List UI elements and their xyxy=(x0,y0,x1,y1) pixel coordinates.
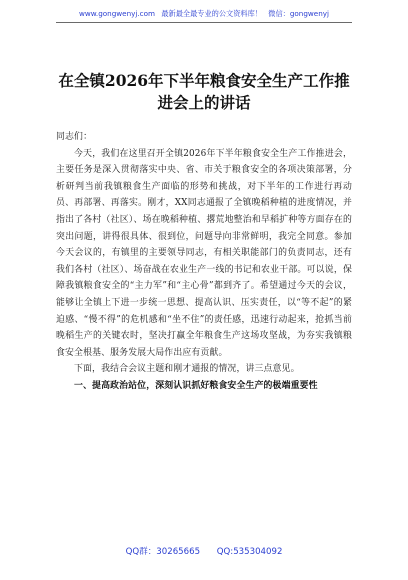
slogan-link[interactable]: 最新最全最专业的公文资料库！ xyxy=(161,9,262,18)
wechat-text: 微信：gongwenyj xyxy=(268,9,330,18)
qq-text: QQ:535304092 xyxy=(216,547,283,557)
header-divider xyxy=(56,22,352,23)
site-link[interactable]: www.gongwenyj.com xyxy=(78,9,156,18)
body-paragraph: 今天，我们在这里召开全镇2026年下半年粮食安全生产工作推进会，主要任务是深入贯彻落实中央、省、市关于粮食安全的各项决策部署，分析研判当前我镇粮食生产面临的形势和挑战，对下半年的工作进行再动员、再部署、再落实。刚才，XX同志通报了全镇晚稻种植的进度情况，并指出了各村（社区）、场在晚稻种植、撂荒地整治和早稻扩种等方面存在的突出问题，讲得很具体、很到位，问题导向非常鲜明，我完全同意。参加今天会议的，有镇里的主要领导同志，有相关职能部门的负责同志，还有我们各村（社区）、场奋战在农业生产一线的书记和农业干部。可以说，保障我镇粮食安全的“主力军”和“主心骨”都到齐了。希望通过今天的会议，能够让全镇上下进一步统一思想、提高认识、压实责任，以“等不起”的紧迫感、“慢不得”的危机感和“坐不住”的责任感，迅速行动起来，抢抓当前晚稻生产的关键农时，坚决打赢全年粮食生产这场攻坚战，为夯实我镇粮食安全根基、服务发展大局作出应有贡献。 xyxy=(56,148,352,358)
qq-group-text: QQ群：30265665 xyxy=(125,547,201,557)
document-title: 在全镇2026年下半年粮食安全生产工作推进会上的讲话 xyxy=(58,71,350,112)
section-heading: 一、提高政治站位，深刻认识抓好粮食安全生产的极端重要性 xyxy=(74,380,318,391)
salutation: 同志们： xyxy=(56,132,93,142)
footer-banner xyxy=(0,545,408,557)
document-body xyxy=(56,129,352,395)
header-banner xyxy=(0,9,408,19)
body-paragraph: 下面，我结合会议主题和刚才通报的情况，讲三点意见。 xyxy=(74,364,300,375)
